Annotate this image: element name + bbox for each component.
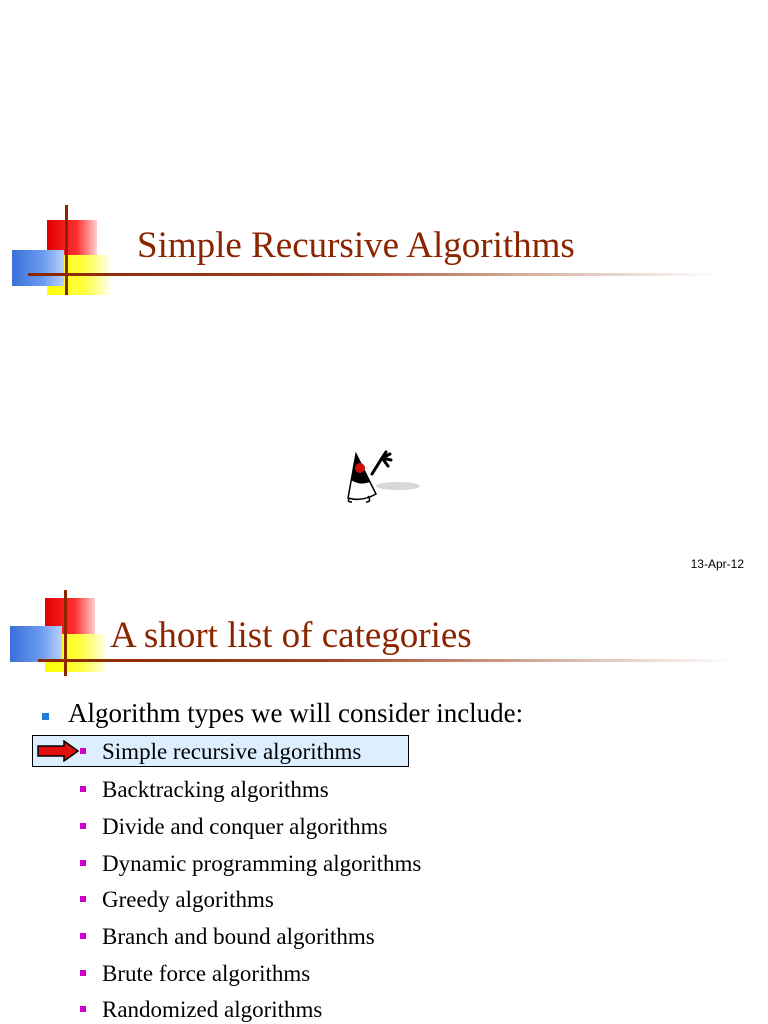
red-arrow-icon xyxy=(36,740,80,767)
square-bullet-icon xyxy=(80,1006,86,1012)
main-bullet-text: Algorithm types we will consider include: xyxy=(68,698,524,728)
square-bullet-icon xyxy=(80,860,86,866)
square-bullet-icon xyxy=(80,748,86,754)
title-underline xyxy=(38,659,738,662)
slide-title: A short list of categories xyxy=(110,615,472,656)
duke-mascot-icon xyxy=(338,446,428,506)
corner-decoration xyxy=(10,590,110,680)
square-bullet-icon xyxy=(80,823,86,829)
square-bullet-icon xyxy=(42,713,49,720)
square-bullet-icon xyxy=(80,970,86,976)
corner-decoration xyxy=(12,205,112,300)
square-bullet-icon xyxy=(80,896,86,902)
slide-date: 13-Apr-12 xyxy=(690,557,744,571)
square-bullet-icon xyxy=(80,933,86,939)
slide-title: Simple Recursive Algorithms xyxy=(137,225,575,266)
title-underline xyxy=(28,273,718,276)
square-bullet-icon xyxy=(80,786,86,792)
